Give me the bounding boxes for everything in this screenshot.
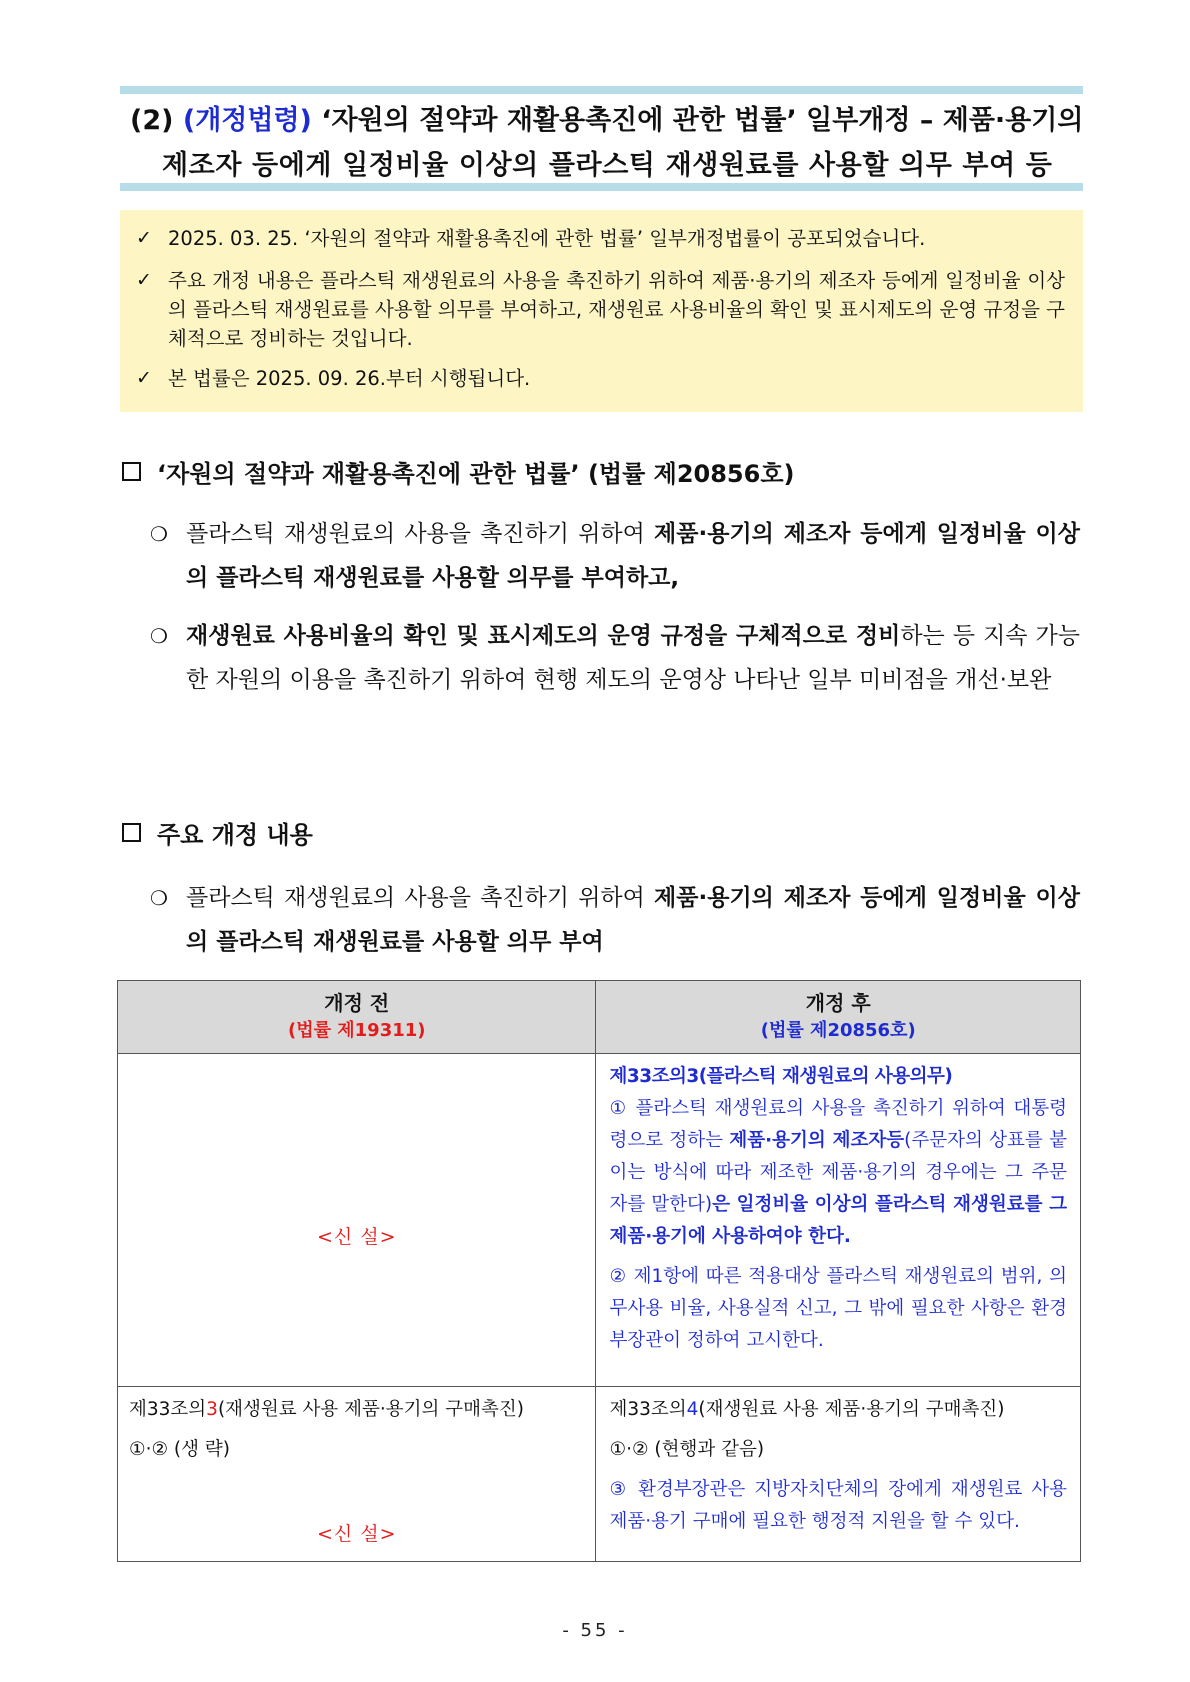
square-bullet-icon bbox=[122, 462, 141, 481]
summary-item-text: 본 법률은 2025. 09. 26.부터 시행됩니다. bbox=[168, 367, 531, 390]
new-provision-label: <신 설> bbox=[316, 1523, 397, 1545]
article-item: ①·② (현행과 같음) bbox=[609, 1439, 765, 1460]
text-run-bold: 제품·용기의 제조자등 bbox=[729, 1130, 905, 1151]
header-before-law: (법률 제19311) bbox=[287, 1020, 426, 1041]
circle-bullet-icon: ❍ bbox=[150, 886, 168, 910]
title-line-2: 제조자 등에게 일정비율 이상의 플라스틱 재생원료를 사용할 의무 부여 등 bbox=[162, 150, 1053, 181]
text-run: (주문자의 상표를 붙이는 방식에 따라 제조한 제품·용기의 경우에는 그 주문자를 말한다) bbox=[609, 1130, 1067, 1215]
paragraph-body bbox=[186, 614, 1080, 702]
article-title bbox=[609, 1394, 1067, 1426]
article-content bbox=[597, 1055, 1079, 1363]
comparison-table bbox=[117, 980, 1081, 1562]
header-before bbox=[118, 981, 596, 1054]
text-run-bold: 은 일정비율 이상의 플라스틱 재생원료를 그 제품·용기에 사용하여야 한다. bbox=[609, 1194, 1067, 1247]
title-bottom-rule bbox=[120, 183, 1083, 191]
text-run: (재생원료 사용 제품·용기의 구매촉진) bbox=[217, 1399, 524, 1420]
check-icon: ✓ bbox=[136, 367, 152, 389]
page-number: - 55 - bbox=[562, 1620, 628, 1641]
section-heading-amendments bbox=[122, 815, 313, 850]
section-heading-law bbox=[122, 454, 794, 489]
cell-before-new bbox=[118, 1054, 596, 1387]
table-row bbox=[118, 1054, 1081, 1387]
paragraph-bold-text: 재생원료 사용비율의 확인 및 표시제도의 운영 규정을 구체적으로 정비 bbox=[186, 623, 901, 649]
paragraph-bold-text: 제품·용기의 제조자 등에게 일정비율 이상의 플라스틱 재생원료를 사용할 의무 부여 bbox=[186, 885, 1080, 955]
table-header-row bbox=[118, 981, 1081, 1054]
paragraph-body bbox=[186, 512, 1080, 600]
paragraph-text: 하는 등 지속 가능한 자원의 이용을 촉진하기 위하여 현행 제도의 운영상 나타난 일부 미비점을 개선·보완 bbox=[186, 623, 1080, 693]
paragraph-text: 플라스틱 재생원료의 사용을 촉진하기 위하여 bbox=[186, 885, 655, 911]
title-top-rule bbox=[120, 86, 1083, 94]
article-content bbox=[119, 1388, 594, 1560]
article-title: 제33조의3(플라스틱 재생원료의 사용의무) bbox=[609, 1066, 953, 1087]
section-heading-text: 주요 개정 내용 bbox=[157, 821, 313, 849]
title-tag: (개정법령) bbox=[182, 105, 312, 136]
title-text: ‘자원의 절약과 재활용촉진에 관한 법률’ 일부개정 – 제품·용기의 bbox=[321, 105, 1084, 136]
article-paragraph-3: ③ 환경부장관은 지방자치단체의 장에게 재생원료 사용 제품·용기 구매에 필요한 행정적 지원을 할 수 있다. bbox=[609, 1479, 1067, 1532]
text-run-blue: 4 bbox=[686, 1399, 699, 1420]
article-title bbox=[129, 1394, 584, 1426]
summary-item-text: 2025. 03. 25. ‘자원의 절약과 재활용촉진에 관한 법률’ 일부개정법률이 공포되었습니다. bbox=[168, 227, 926, 250]
summary-box bbox=[120, 210, 1083, 412]
title-number: (2) bbox=[130, 105, 174, 136]
text-run: (재생원료 사용 제품·용기의 구매촉진) bbox=[698, 1399, 1005, 1420]
article-content bbox=[597, 1388, 1079, 1544]
check-icon: ✓ bbox=[136, 269, 152, 291]
article-item: ①·② (생 략) bbox=[129, 1439, 230, 1460]
circle-bullet-icon: ❍ bbox=[150, 522, 168, 546]
circle-bullet-icon: ❍ bbox=[150, 624, 168, 648]
paragraph-text: 플라스틱 재생원료의 사용을 촉진하기 위하여 bbox=[186, 521, 655, 547]
title-line-1 bbox=[130, 98, 1083, 137]
cell-after-article-33-3 bbox=[596, 1054, 1081, 1387]
text-run: ① 플라스틱 재생원료의 사용을 촉진하기 위하여 대통령령으로 정하는 bbox=[609, 1098, 1067, 1151]
section-heading-text: ‘자원의 절약과 재활용촉진에 관한 법률’ (법률 제20856호) bbox=[157, 460, 795, 488]
cell-before-article-33-3 bbox=[118, 1387, 596, 1562]
check-icon: ✓ bbox=[136, 227, 152, 249]
header-after-title: 개정 후 bbox=[805, 991, 871, 1015]
article-paragraph-2: ② 제1항에 따른 적용대상 플라스틱 재생원료의 범위, 의무사용 비율, 사용실적 신고, 그 밖에 필요한 사항은 환경부장관이 정하여 고시한다. bbox=[609, 1266, 1067, 1351]
summary-item-text: 주요 개정 내용은 플라스틱 재생원료의 사용을 촉진하기 위하여 제품·용기의 제조자 등에게 일정비율 이상의 플라스틱 재생원료를 사용할 의무를 부여하고, 재생원료 사용비율의 확인 및 표시제도의 운영 규정을 구체적으로 정비하는 것입니다. bbox=[168, 269, 1065, 350]
text-run: 제33조의 bbox=[129, 1399, 207, 1420]
header-before-title: 개정 전 bbox=[324, 991, 390, 1015]
paragraph-bold-text: 제품·용기의 제조자 등에게 일정비율 이상의 플라스틱 재생원료를 사용할 의무를 부여하고, bbox=[186, 521, 1080, 591]
text-run-red: 3 bbox=[206, 1399, 218, 1420]
header-after bbox=[596, 981, 1081, 1054]
table-row bbox=[118, 1387, 1081, 1562]
square-bullet-icon bbox=[122, 823, 141, 842]
new-provision-label: <신 설> bbox=[316, 1226, 397, 1248]
header-after-law: (법률 제20856호) bbox=[760, 1020, 916, 1041]
text-run: 제33조의 bbox=[609, 1399, 687, 1420]
article-paragraph-1 bbox=[609, 1093, 1067, 1253]
paragraph-body bbox=[186, 876, 1080, 964]
cell-after-article-33-4 bbox=[596, 1387, 1081, 1562]
